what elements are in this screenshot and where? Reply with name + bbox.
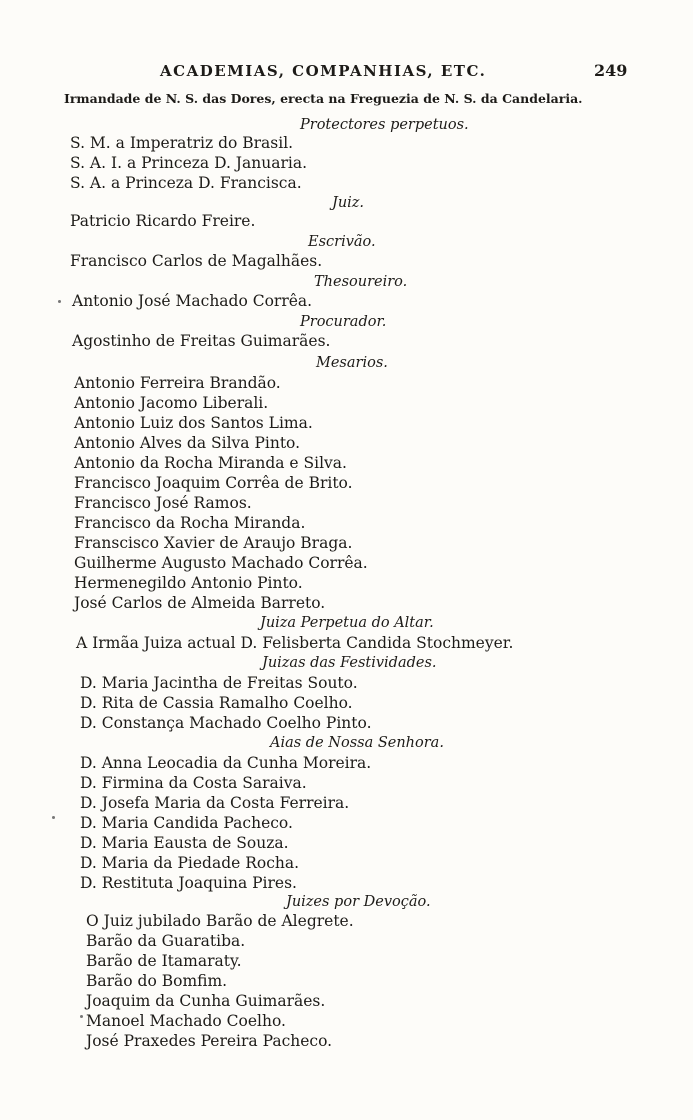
section-title-mesarios: Mesarios. [316, 355, 388, 371]
list-item: S. A. a Princeza D. Francisca. [70, 174, 302, 192]
section-title-thesoureiro: Thesoureiro. [314, 274, 408, 290]
list-item: Francisco Joaquim Corrêa de Brito. [74, 474, 353, 492]
list-item: Francisco da Rocha Miranda. [74, 514, 306, 532]
list-item: Barão da Guaratiba. [86, 932, 246, 950]
list-item: D. Josefa Maria da Costa Ferreira. [80, 794, 350, 812]
section-title-juiz: Juiz. [332, 195, 365, 211]
list-item: Antonio Jacomo Liberali. [74, 394, 269, 412]
list-item: José Carlos de Almeida Barreto. [74, 594, 326, 612]
list-item: Francisco José Ramos. [74, 494, 252, 512]
list-item: Francisco Carlos de Magalhães. [70, 252, 323, 270]
list-item: Barão do Bomfim. [86, 972, 228, 990]
list-item: D. Constança Machado Coelho Pinto. [80, 714, 372, 732]
list-item: José Praxedes Pereira Pacheco. [86, 1032, 333, 1050]
list-item: D. Maria Candida Pacheco. [80, 814, 293, 832]
print-speck [80, 1015, 83, 1018]
section-title-juizes-devocao: Juizes por Devoção. [286, 894, 431, 910]
institution-heading: Irmandade de N. S. das Dores, erecta na Freguezia de N. S. da Candelaria. [64, 91, 583, 106]
page-number: 249 [594, 61, 628, 80]
list-item: Franscisco Xavier de Araujo Braga. [74, 534, 353, 552]
section-title-escrivao: Escrivão. [308, 234, 376, 250]
list-item: S. M. a Imperatriz do Brasil. [70, 134, 294, 152]
list-item: Manoel Machado Coelho. [86, 1012, 286, 1030]
list-item: D. Maria Eausta de Souza. [80, 834, 289, 852]
section-title-juiza-perpetua: Juiza Perpetua do Altar. [260, 615, 434, 631]
list-item: Agostinho de Freitas Guimarães. [72, 332, 331, 350]
list-item: Antonio da Rocha Miranda e Silva. [74, 454, 347, 472]
list-item: A Irmãa Juiza actual D. Felisberta Candida Stochmeyer. [76, 634, 514, 652]
section-title-aias: Aias de Nossa Senhora. [270, 735, 444, 751]
list-item: Guilherme Augusto Machado Corrêa. [74, 554, 368, 572]
running-title: ACADEMIAS, COMPANHIAS, ETC. [160, 62, 487, 80]
print-speck [52, 816, 55, 819]
list-item: D. Anna Leocadia da Cunha Moreira. [80, 754, 372, 772]
list-item: D. Maria Jacintha de Freitas Souto. [80, 674, 358, 692]
list-item: D. Restituta Joaquina Pires. [80, 874, 297, 892]
list-item: Antonio Luiz dos Santos Lima. [74, 414, 313, 432]
section-title-juizas-festividades: Juizas das Festividades. [262, 655, 437, 671]
list-item: Barão de Itamaraty. [86, 952, 242, 970]
list-item: D. Firmina da Costa Saraiva. [80, 774, 307, 792]
list-item: D. Maria da Piedade Rocha. [80, 854, 300, 872]
list-item: Hermenegildo Antonio Pinto. [74, 574, 303, 592]
list-item: Joaquim da Cunha Guimarães. [86, 992, 326, 1010]
list-item: Patricio Ricardo Freire. [70, 212, 256, 230]
print-speck [58, 300, 61, 303]
section-title-protectores: Protectores perpetuos. [300, 117, 469, 133]
list-item: D. Rita de Cassia Ramalho Coelho. [80, 694, 353, 712]
list-item: Antonio José Machado Corrêa. [72, 292, 313, 310]
list-item: Antonio Alves da Silva Pinto. [74, 434, 301, 452]
section-title-procurador: Procurador. [300, 314, 387, 330]
list-item: Antonio Ferreira Brandão. [74, 374, 281, 392]
list-item: O Juiz jubilado Barão de Alegrete. [86, 912, 354, 930]
list-item: S. A. I. a Princeza D. Januaria. [70, 154, 308, 172]
